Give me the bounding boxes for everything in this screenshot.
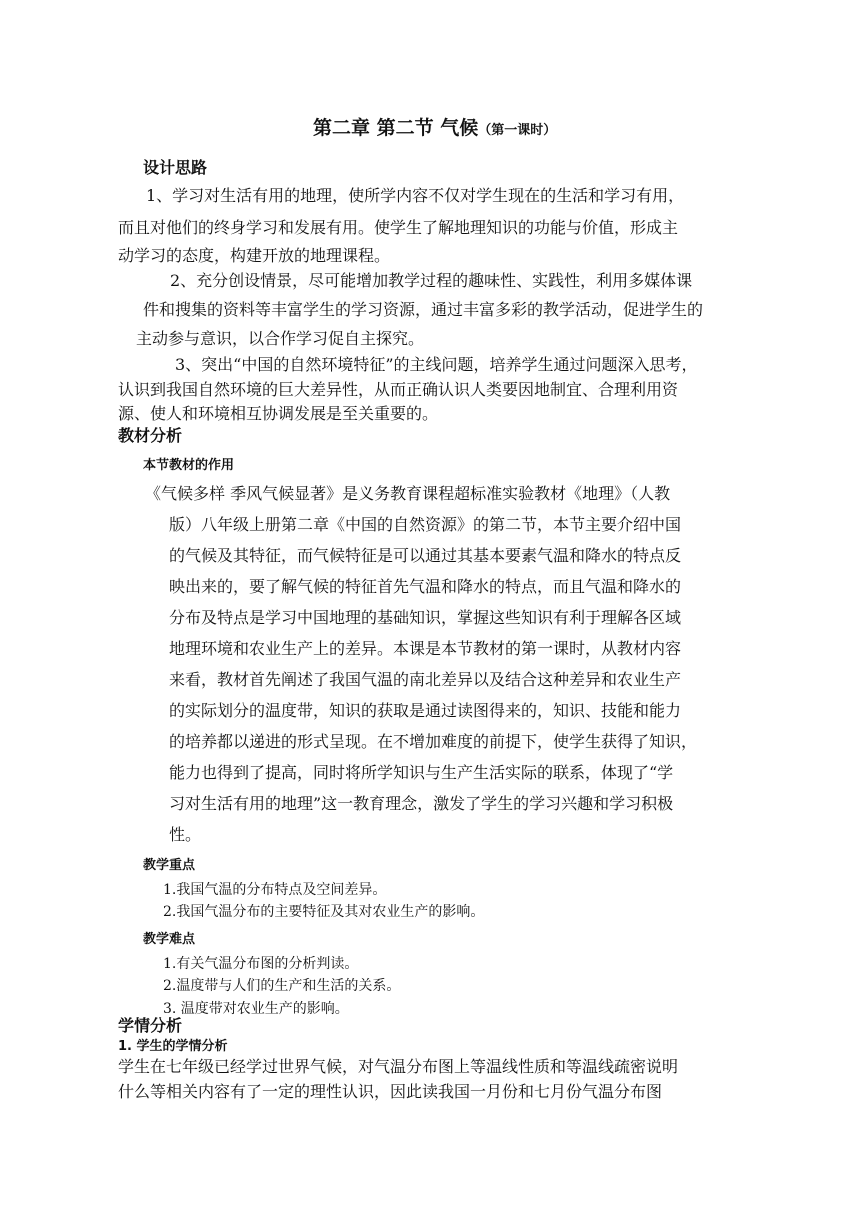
textbook-line-11: 习对生活有用的地理”这一教育理念，激发了学生的学习兴趣和学习积极 [169, 794, 674, 813]
textbook-line-4: 映出来的，要了解气候的特征首先气温和降水的特点，而且气温和降水的 [169, 577, 682, 596]
design-p3-line-1: 3、突出“中国的自然环境特征”的主线问题，培养学生通过问题深入思考， [175, 355, 698, 374]
learner-heading: 学情分析 [118, 1016, 183, 1035]
design-p2-line-2: 件和搜集的资料等丰富学生的学习资源，通过丰富多彩的教学活动，促进学生的 [143, 300, 704, 319]
textbook-line-7: 来看，教材首先阐述了我国气温的南北差异以及结合这种差异和农业生产 [169, 670, 682, 689]
textbook-subheading: 本节教材的作用 [143, 458, 235, 473]
difficulty-item-1: 1.有关气温分布图的分析判读。 [163, 956, 359, 972]
design-heading: 设计思路 [143, 158, 208, 177]
learner-line-2: 什么等相关内容有了一定的理性认识，因此读我国一月份和七月份气温分布图 [118, 1082, 663, 1101]
design-p3-line-2: 认识到我国自然环境的巨大差异性，从而正确认识人类要因地制宜、合理利用资 [118, 380, 679, 399]
textbook-line-6: 地理环境和农业生产上的差异。本课是本节教材的第一课时，从教材内容 [169, 639, 682, 658]
design-p1-line-3: 动学习的态度，构建开放的地理课程。 [118, 246, 391, 265]
difficulties-heading: 教学难点 [143, 932, 196, 947]
textbook-line-9: 的培养都以递进的形式呈现。在不增加难度的前提下，使学生获得了知识， [169, 732, 698, 751]
design-p3-line-3: 源、使人和环境相互协调发展是至关重要的。 [118, 404, 439, 423]
textbook-line-8: 的实际划分的温度带，知识的获取是通过读图得来的，知识、技能和能力 [169, 701, 682, 720]
keypoint-item-1: 1.我国气温的分布特点及空间差异。 [163, 882, 387, 898]
keypoint-item-2: 2.我国气温分布的主要特征及其对农业生产的影响。 [163, 904, 485, 920]
textbook-line-10: 能力也得到了提高，同时将所学知识与生产生活实际的联系，体现了“学 [169, 763, 674, 782]
textbook-line-1: 《气候多样 季风气候显著》是义务教育课程超标准实验教材《地理》（人教 [145, 484, 671, 503]
textbook-line-3: 的气候及其特征，而气候特征是可以通过其基本要素气温和降水的特点反 [169, 546, 682, 565]
design-p2-line-3: 主动参与意识，以合作学习促自主探究。 [136, 329, 425, 348]
learner-line-1: 学生在七年级已经学过世界气候，对气温分布图上等温线性质和等温线疏密说明 [118, 1057, 679, 1076]
learner-subheading: 1. 学生的学情分析 [118, 1039, 228, 1054]
textbook-line-5: 分布及特点是学习中国地理的基础知识，掌握这些知识有利于理解各区域 [169, 608, 682, 627]
difficulty-item-3: 3. 温度带对农业生产的影响。 [163, 1001, 349, 1017]
page-title [313, 118, 556, 141]
title-main: 第二章 第二节 气候 [313, 117, 479, 139]
difficulty-item-2: 2.温度带与人们的生产和生活的关系。 [163, 978, 401, 994]
design-p2-line-1: 2、充分创设情景，尽可能增加教学过程的趣味性、实践性，利用多媒体课 [170, 271, 693, 290]
keypoints-heading: 教学重点 [143, 858, 196, 873]
textbook-line-12: 性。 [169, 825, 202, 844]
title-sub: （第一课时） [478, 123, 557, 138]
textbook-heading: 教材分析 [118, 426, 183, 445]
design-p1-line-2: 而且对他们的终身学习和发展有用。使学生了解地理知识的功能与价值，形成主 [118, 218, 679, 237]
design-p1-line-1: 1、学习对生活有用的地理，使所学内容不仅对学生现在的生活和学习有用， [146, 186, 685, 205]
textbook-line-2: 版）八年级上册第二章《中国的自然资源》的第二节，本节主要介绍中国 [169, 515, 682, 534]
